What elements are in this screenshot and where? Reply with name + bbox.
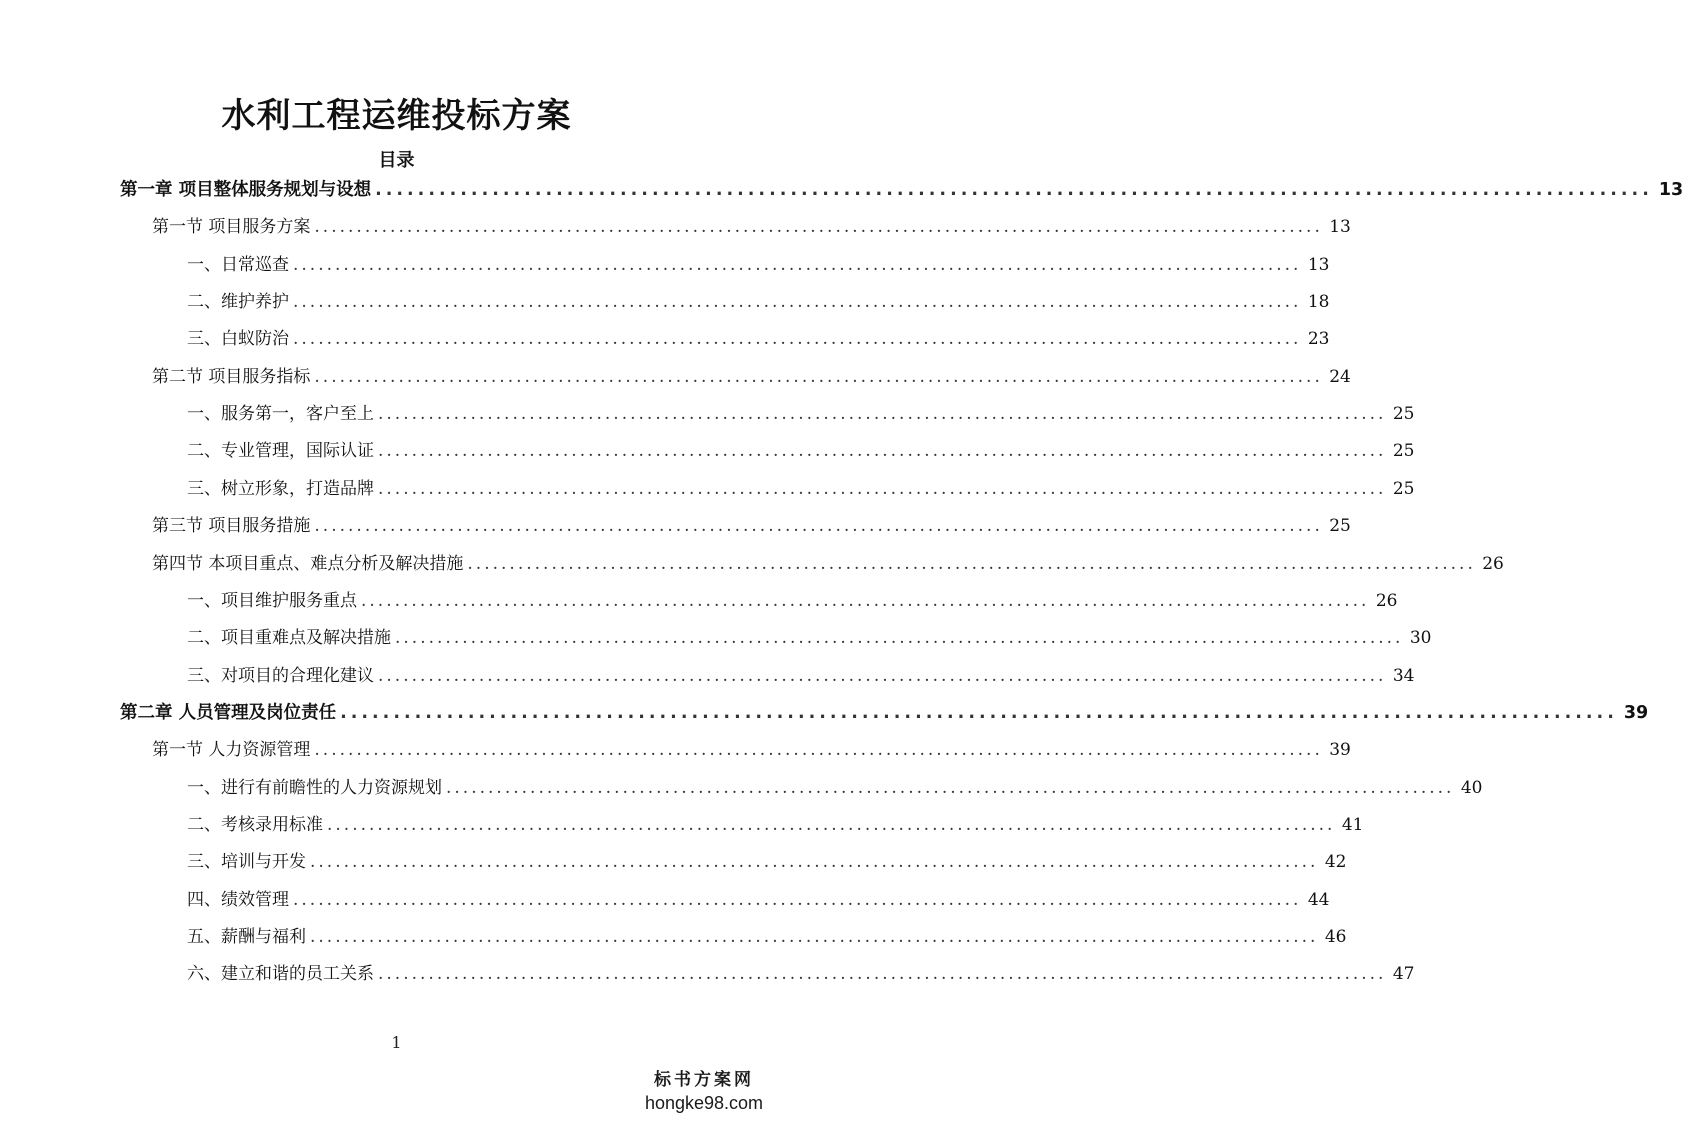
- watermark-logo: [629, 1068, 779, 1114]
- toc-dot-leader: ........................................................................................................................: [378, 964, 1387, 985]
- toc-dot-leader: ........................................................................................................................: [327, 814, 1336, 835]
- toc-subsection-row[interactable]: [187, 586, 1398, 616]
- toc-subsection-row[interactable]: [187, 287, 1330, 317]
- toc-subsection-row[interactable]: [187, 847, 1347, 877]
- toc-dot-leader: ........................................................................................................................: [293, 889, 1302, 910]
- toc-dot-leader: ........................................................................................................................: [340, 702, 1618, 723]
- toc-page-number: 41: [1341, 814, 1364, 835]
- toc-entry-label: 四、绩效管理: [187, 889, 289, 910]
- toc-page-number: 34: [1392, 665, 1415, 686]
- toc-chapter-row[interactable]: [120, 698, 1649, 728]
- toc-chapter-row[interactable]: [120, 175, 1683, 205]
- document-title: 水利工程运维投标方案: [221, 96, 572, 136]
- toc-entry-label: 第三节 项目服务措施: [152, 516, 311, 537]
- toc-entry-label: 二、项目重难点及解决措施: [187, 628, 391, 649]
- toc-entry-label: 第四节 本项目重点、难点分析及解决措施: [152, 553, 464, 574]
- toc-subsection-row[interactable]: [187, 324, 1330, 354]
- toc-entry-label: 第二章 人员管理及岗位责任: [120, 702, 337, 723]
- toc-dot-leader: ........................................................................................................................: [378, 665, 1387, 686]
- toc-entry-label: 五、薪酬与福利: [187, 927, 306, 947]
- toc-section-row[interactable]: [152, 212, 1351, 242]
- toc-entry-label: 三、树立形象，打造品牌: [187, 478, 374, 499]
- toc-section-row[interactable]: [152, 735, 1351, 765]
- toc-page-number: 25: [1392, 404, 1415, 425]
- toc-dot-leader: ........................................................................................................................: [314, 516, 1323, 537]
- toc-dot-leader: ........................................................................................................................: [310, 852, 1319, 873]
- toc-dot-leader: ........................................................................................................................: [293, 329, 1302, 350]
- toc-subsection-row[interactable]: [187, 773, 1483, 803]
- toc-subsection-row[interactable]: [187, 885, 1330, 915]
- toc-entry-label: 第二节 项目服务指标: [152, 366, 311, 387]
- toc-page-number: 42: [1324, 852, 1347, 873]
- toc-dot-leader: ........................................................................................................................: [310, 927, 1319, 947]
- toc-entry-label: 第一节 人力资源管理: [152, 740, 311, 761]
- toc-dot-leader: ........................................................................................................................: [293, 254, 1302, 275]
- toc-page-number: 13: [1329, 217, 1351, 238]
- toc-entry-label: 一、日常巡查: [187, 254, 289, 275]
- toc-subsection-row[interactable]: [187, 474, 1415, 504]
- toc-entry-label: 二、专业管理，国际认证: [187, 441, 374, 462]
- toc-entry-label: 第一章 项目整体服务规划与设想: [120, 180, 372, 200]
- watermark-url: hongke98.com: [644, 1093, 764, 1113]
- toc-page-number: 24: [1329, 366, 1351, 387]
- toc-entry-label: 第一节 项目服务方案: [152, 217, 311, 238]
- toc-page-number: 23: [1307, 329, 1330, 350]
- toc-entry-label: 六、建立和谐的员工关系: [187, 964, 374, 985]
- toc-page-number: 26: [1482, 553, 1504, 574]
- toc-page-number: 25: [1392, 478, 1415, 499]
- toc-entry-label: 二、维护养护: [187, 292, 289, 313]
- toc-entry-label: 一、服务第一，客户至上: [187, 404, 374, 425]
- toc-page-number: 39: [1329, 740, 1351, 761]
- toc-page-number: 44: [1307, 889, 1330, 910]
- toc-dot-leader: ........................................................................................................................: [314, 217, 1323, 238]
- toc-page-number: 46: [1324, 927, 1347, 947]
- watermark-name: 标书方案网: [654, 1070, 754, 1090]
- toc-subsection-row[interactable]: [187, 959, 1415, 989]
- toc-page-number: 18: [1307, 292, 1330, 313]
- toc-subsection-row[interactable]: [187, 661, 1415, 691]
- toc-entry-label: 一、项目维护服务重点: [187, 590, 357, 611]
- toc-dot-leader: ........................................................................................................................: [446, 777, 1455, 798]
- toc-subsection-row[interactable]: [187, 399, 1415, 429]
- toc-heading: 目录: [378, 150, 415, 171]
- toc-page-number: 30: [1409, 628, 1432, 649]
- toc-dot-leader: ........................................................................................................................: [361, 590, 1370, 611]
- toc-page-number: 26: [1375, 590, 1398, 611]
- toc-page-number: 40: [1460, 777, 1483, 798]
- toc-dot-leader: ........................................................................................................................: [314, 740, 1323, 761]
- toc-subsection-row[interactable]: [187, 623, 1432, 653]
- toc-dot-leader: ........................................................................................................................: [467, 553, 1476, 574]
- toc-dot-leader: ........................................................................................................................: [293, 292, 1302, 313]
- toc-page-number: 47: [1392, 964, 1415, 985]
- toc-dot-leader: ........................................................................................................................: [378, 404, 1387, 425]
- toc-section-row[interactable]: [152, 362, 1351, 392]
- toc-dot-leader: ........................................................................................................................: [314, 366, 1323, 387]
- toc-entry-label: 二、考核录用标准: [187, 814, 323, 835]
- toc-subsection-row[interactable]: [187, 922, 1347, 952]
- toc-subsection-row[interactable]: [187, 250, 1330, 280]
- toc-page-number: 25: [1329, 516, 1351, 537]
- toc-dot-leader: ........................................................................................................................: [378, 441, 1387, 462]
- page-number: 1: [391, 1033, 402, 1052]
- toc-page-number: 13: [1307, 254, 1330, 275]
- toc-entry-label: 三、对项目的合理化建议: [187, 665, 374, 686]
- toc-subsection-row[interactable]: [187, 436, 1415, 466]
- toc-section-row[interactable]: [152, 549, 1504, 579]
- toc-page-number: 39: [1623, 702, 1649, 723]
- toc-dot-leader: ........................................................................................................................: [395, 628, 1404, 649]
- toc-entry-label: 三、白蚁防治: [187, 329, 289, 350]
- toc-subsection-row[interactable]: [187, 810, 1364, 840]
- toc-dot-leader: ........................................................................................................................: [378, 478, 1387, 499]
- toc-dot-leader: ........................................................................................................................: [375, 180, 1653, 200]
- toc-page-number: 25: [1392, 441, 1415, 462]
- toc-entry-label: 一、进行有前瞻性的人力资源规划: [187, 777, 442, 798]
- toc-entry-label: 三、培训与开发: [187, 852, 306, 873]
- toc-section-row[interactable]: [152, 511, 1351, 541]
- toc-page-number: 13: [1658, 180, 1683, 200]
